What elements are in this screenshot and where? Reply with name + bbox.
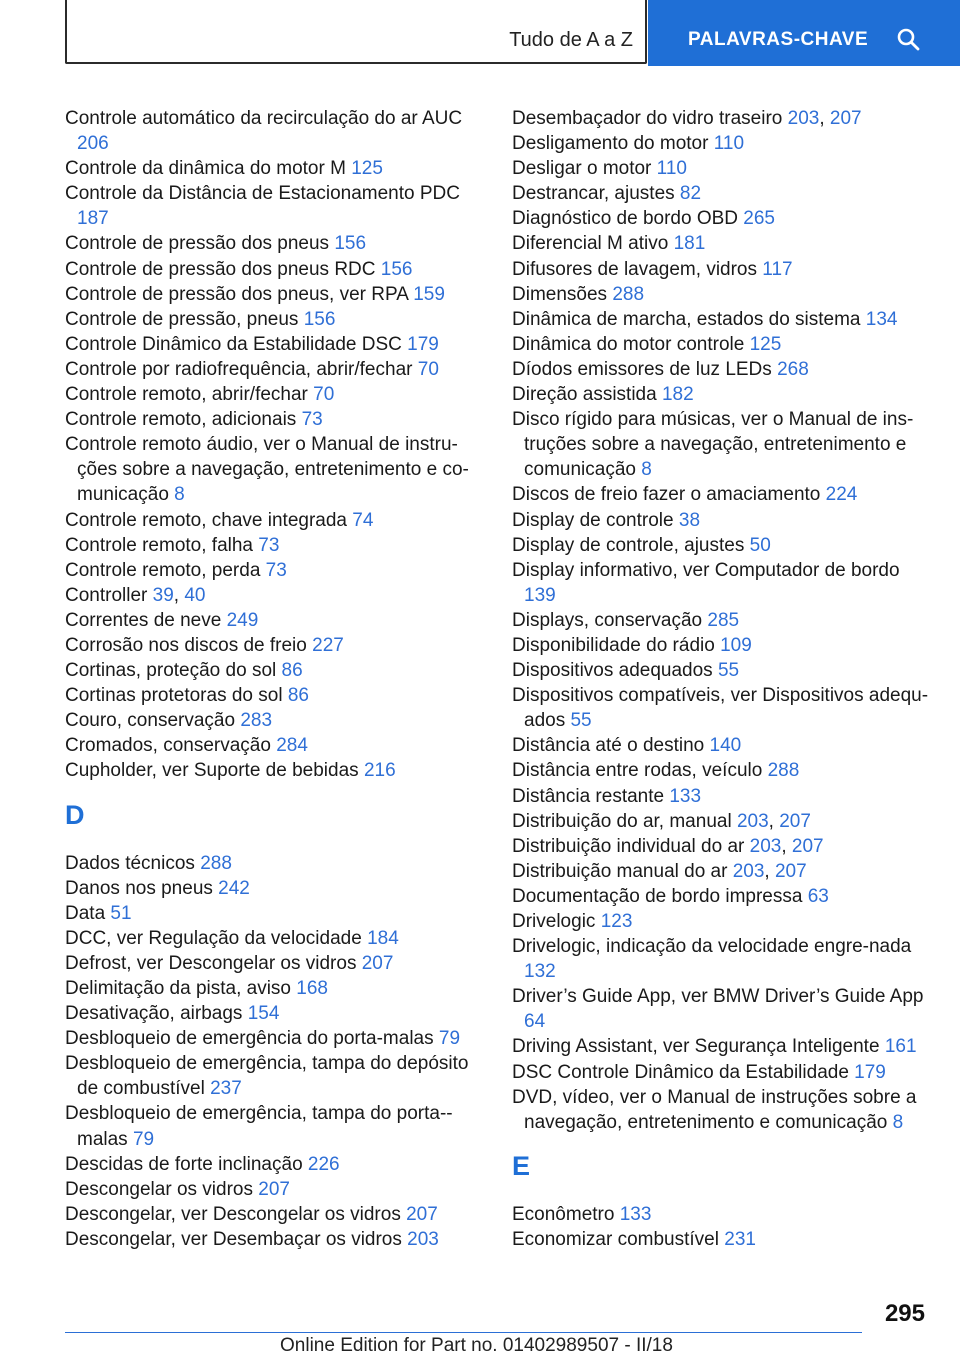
page-link[interactable]: 8 — [174, 484, 185, 506]
index-entry — [512, 984, 932, 1034]
index-entry — [65, 282, 480, 307]
edition-note: Online Edition for Part no. 01402989507 - II/18 — [280, 1335, 673, 1356]
index-entry-text: Controle remoto áudio, ver o Manual de instru-ções sobre a navegação, entretenimento e co-municação — [65, 434, 469, 506]
index-entry-text: Drivelogic, indicação da velocidade engre-nada — [512, 936, 912, 958]
index-entry-text: Desbloqueio de emergência, tampa do depósito de combustível — [65, 1053, 469, 1100]
page-link[interactable]: 227 — [312, 634, 344, 656]
index-entry — [512, 257, 932, 282]
index-entry-text: Díodos emissores de luz LEDs — [512, 358, 778, 380]
index-entry-text: Controle remoto, adicionais — [65, 409, 302, 431]
page-link[interactable]: 8 — [641, 459, 652, 481]
page-link[interactable]: 207 — [361, 952, 394, 974]
index-entry — [512, 1085, 932, 1135]
index-entry-text: Controle de pressão, pneus — [65, 308, 304, 330]
index-entry-text: Distância restante — [512, 785, 670, 807]
page-link[interactable]: 8 — [892, 1111, 904, 1133]
index-entry-text: Disponibilidade do rádio — [512, 634, 721, 656]
index-entry: Controller 39, 40 — [65, 584, 206, 606]
index-entry-text: Displays, conservação — [512, 609, 708, 631]
index-entry — [512, 407, 932, 482]
index-entry — [512, 357, 932, 382]
index-entry — [512, 884, 932, 909]
index-entry-text: Econômetro — [512, 1203, 620, 1225]
tab-a-to-z-label: Tudo de A a Z — [509, 29, 633, 51]
index-entry-text: Distribuição do ar, manual — [512, 810, 737, 832]
index-entry-text: Cupholder, ver Suporte de bebidas — [65, 760, 364, 782]
index-entry — [65, 357, 480, 382]
page-link[interactable]: 79 — [438, 1028, 461, 1050]
index-entry-text: Couro, conservação — [65, 710, 241, 732]
index-entry — [512, 608, 932, 633]
index-entry — [512, 633, 932, 658]
tab-keywords[interactable] — [648, 0, 960, 66]
page-link[interactable]: 73 — [301, 409, 323, 431]
index-entry — [512, 231, 932, 256]
index-entry — [65, 533, 480, 558]
page-link[interactable]: 207 — [774, 860, 807, 882]
index-entry — [65, 156, 480, 181]
page-link[interactable]: 288 — [612, 283, 645, 305]
index-entry-text: Controle remoto, chave integrada — [65, 509, 353, 531]
page-link[interactable]: 86 — [281, 660, 303, 682]
index-entry-text: Correntes de neve — [65, 609, 227, 631]
index-entry-text: Dispositivos compatíveis, ver Dispositivos adequ-ados — [512, 685, 929, 732]
page-link[interactable]: 132 — [524, 961, 556, 983]
page-link[interactable]: 268 — [777, 358, 809, 380]
tab-keywords-label: PALAVRAS-CHAVE — [688, 29, 869, 50]
index-entry-text: Descongelar, ver Descongelar os vidros — [65, 1203, 407, 1225]
page-link[interactable]: 284 — [276, 735, 308, 757]
page-link[interactable]: 70 — [417, 358, 439, 380]
page-link[interactable]: 161 — [884, 1036, 917, 1058]
index-entry: Distribuição individual do ar 203, 207 — [512, 835, 824, 857]
search-icon[interactable] — [896, 27, 920, 51]
index-entry — [512, 683, 932, 733]
index-entry — [512, 282, 932, 307]
index-entry-text: Dispositivos adequados — [512, 660, 718, 682]
page-link[interactable]: 50 — [749, 534, 771, 556]
page-link[interactable]: 154 — [247, 1003, 280, 1025]
index-entry — [512, 784, 932, 809]
page-link[interactable]: 283 — [240, 710, 273, 732]
index-entry-text: Descongelar, ver Desembaçar os vidros — [65, 1228, 408, 1250]
index-entry — [65, 1202, 480, 1227]
page-link[interactable]: 203 — [732, 860, 765, 882]
index-entry-text: Display de controle — [512, 509, 679, 531]
index-entry-text: Controle de pressão dos pneus — [65, 233, 335, 255]
index-entry — [65, 1177, 480, 1202]
index-entry-text: Defrost, ver Descongelar os vidros — [65, 952, 362, 974]
index-entry — [512, 934, 932, 984]
index-entry — [512, 533, 932, 558]
index-entry — [65, 658, 480, 683]
index-entry-text: Drivelogic — [512, 911, 601, 932]
index-entry-text: Desligar o motor — [512, 158, 657, 180]
page-link[interactable]: 179 — [854, 1061, 886, 1083]
index-column-right — [512, 106, 932, 1252]
index-entry-text: Direção assistida — [512, 384, 662, 406]
page-link[interactable]: 51 — [110, 902, 132, 924]
index-entry — [65, 508, 480, 533]
page-link[interactable]: 168 — [296, 978, 328, 999]
index-entry — [65, 608, 480, 633]
index-entry — [512, 382, 932, 407]
index-entry-text: Desligamento do motor — [512, 133, 714, 155]
index-entry — [65, 257, 480, 282]
page-link[interactable]: 184 — [367, 927, 399, 949]
page-link[interactable]: 117 — [762, 258, 793, 280]
index-entry-text: Distribuição manual do ar — [512, 860, 733, 882]
index-entry-text: Delimitação da pista, aviso — [65, 978, 297, 999]
page-link[interactable]: 73 — [258, 534, 280, 556]
index-entry — [65, 407, 480, 432]
page-link[interactable]: 38 — [678, 509, 701, 531]
page-link[interactable]: 133 — [669, 785, 702, 807]
index-entry — [512, 508, 932, 533]
index-entry — [512, 206, 932, 231]
index-entry-text: Cortinas protetoras do sol — [65, 685, 288, 707]
page-link[interactable]: 140 — [709, 735, 742, 757]
index-entry-text: Controle Dinâmico da Estabilidade DSC — [65, 333, 408, 355]
page-link[interactable]: 73 — [265, 559, 287, 581]
index-entry — [512, 758, 932, 783]
page-link[interactable]: 203 — [736, 810, 769, 832]
index-entry — [512, 1202, 932, 1227]
page-link[interactable]: 74 — [352, 509, 374, 531]
index-entry — [65, 758, 480, 783]
index-entry-text: Controle por radiofrequência, abrir/fechar — [65, 358, 418, 380]
index-entry — [65, 683, 480, 708]
page-link[interactable]: 159 — [413, 283, 445, 305]
page-link[interactable]: 181 — [673, 233, 706, 255]
page-link[interactable]: 134 — [865, 308, 898, 330]
index-entry — [65, 106, 480, 156]
page-link[interactable]: 109 — [720, 634, 752, 656]
index-entry — [512, 558, 932, 608]
index-entry — [65, 1026, 480, 1051]
index-entry-text: Distância até o destino — [512, 735, 710, 757]
index-entry — [65, 1101, 480, 1151]
index-entry — [65, 851, 480, 876]
page-link[interactable]: 242 — [218, 877, 250, 899]
index-entry — [65, 231, 480, 256]
index-entry-text: Display informativo, ver Computador de bordo — [512, 559, 900, 581]
index-entry — [65, 558, 480, 583]
index-entry — [512, 332, 932, 357]
index-entry-text: Disco rígido para músicas, ver o Manual de ins-truções sobre a navegação, entretenimento e comunicação — [512, 409, 914, 481]
page-link[interactable]: 79 — [132, 1128, 155, 1150]
index-entry-text: Dimensões — [512, 283, 613, 305]
index-entry — [512, 156, 932, 181]
index-entry-text: Documentação de bordo impressa — [512, 885, 808, 907]
index-entry-text: Controle de pressão dos pneus, ver RPA — [65, 283, 414, 305]
index-entry — [512, 131, 932, 156]
index-entry — [65, 1051, 480, 1101]
index-entry-text: Diferencial M ativo — [512, 233, 674, 255]
index-entry — [65, 1001, 480, 1026]
page-link[interactable]: 187 — [77, 208, 109, 230]
page-link[interactable]: 125 — [351, 158, 383, 180]
page-link[interactable]: 288 — [200, 852, 232, 874]
index-column-left — [65, 106, 480, 1252]
index-entry-text: Controle remoto, perda — [65, 559, 266, 581]
index-entry — [65, 382, 480, 407]
index-entry-text: Driver’s Guide App, ver BMW Driver’s Guide App — [512, 986, 924, 1008]
page-link[interactable]: 203 — [749, 835, 782, 857]
top-bar — [0, 0, 960, 66]
index-entry-text: DVD, vídeo, ver o Manual de instruções sobre a navegação, entretenimento e comunicação — [512, 1086, 917, 1133]
index-entry-text: Controle da Distância de Estacionamento PDC — [65, 183, 460, 205]
index-entry-text: Controller — [65, 584, 153, 606]
page-link[interactable]: 216 — [363, 760, 396, 782]
page-link[interactable]: 237 — [210, 1078, 242, 1100]
index-entry-text: Desbloqueio de emergência, tampa do porta--malas — [65, 1103, 453, 1150]
index-entry — [65, 976, 480, 1001]
page-link[interactable]: 207 — [791, 835, 824, 857]
index-entry-text: Controle da dinâmica do motor M — [65, 158, 352, 180]
index-entry-text: Dinâmica de marcha, estados do sistema — [512, 308, 866, 330]
index-entry — [512, 482, 932, 507]
page-link[interactable]: 207 — [829, 108, 862, 129]
page-link[interactable]: 86 — [287, 685, 309, 707]
index-entry-text: Controle remoto, falha — [65, 534, 259, 556]
page-link[interactable]: 70 — [313, 384, 335, 406]
page-link[interactable]: 125 — [749, 333, 782, 355]
page-link[interactable]: 207 — [258, 1178, 290, 1200]
page-link[interactable]: 110 — [656, 158, 687, 180]
index-entry-text: Cromados, conservação — [65, 735, 277, 757]
index-entry — [65, 181, 480, 231]
index-entry-text: Dados técnicos — [65, 852, 201, 874]
index-entry — [512, 909, 932, 934]
index-entry-text: Distância entre rodas, veículo — [512, 760, 768, 782]
page-link[interactable]: 139 — [524, 584, 556, 606]
page-number: 295 — [884, 1300, 925, 1327]
index-entry-text: Dinâmica do motor controle — [512, 333, 750, 355]
page-link[interactable]: 156 — [334, 233, 367, 255]
index-entry — [65, 332, 480, 357]
index-entry: Distribuição manual do ar 203, 207 — [512, 860, 807, 882]
index-entry — [65, 951, 480, 976]
page-link[interactable]: 265 — [743, 208, 775, 230]
index-entry — [65, 876, 480, 901]
page-link[interactable]: 182 — [661, 384, 694, 406]
index-entry-text: Corrosão nos discos de freio — [65, 634, 313, 656]
index-entry — [512, 307, 932, 332]
index-entry — [65, 633, 480, 658]
index-entry-text: Desativação, airbags — [65, 1003, 248, 1025]
page-link[interactable]: 123 — [600, 911, 633, 932]
section-heading-d: D — [65, 799, 85, 830]
tab-a-to-z[interactable] — [65, 0, 647, 64]
index-entry-text: Desbloqueio de emergência do porta-malas — [65, 1028, 439, 1050]
index-entry-text: Economizar combustível — [512, 1228, 725, 1250]
index-entry-text: Controle remoto, abrir/fechar — [65, 384, 314, 406]
page-link[interactable]: 203 — [787, 108, 820, 129]
section-heading-e: E — [512, 1150, 531, 1181]
index-entry-text: DCC, ver Regulação da velocidade — [65, 927, 368, 949]
page-link[interactable]: 156 — [380, 258, 413, 280]
index-entry-text: Diagnóstico de bordo OBD — [512, 208, 744, 230]
index-entry — [65, 1152, 480, 1177]
index-entry-text: Descongelar os vidros — [65, 1178, 259, 1200]
index-entry-text: Descidas de forte inclinação — [65, 1153, 308, 1175]
index-entry-text: Data — [65, 902, 111, 924]
index-entry: Distribuição do ar, manual 203, 207 — [512, 810, 811, 832]
index-entry-text: Difusores de lavagem, vidros — [512, 258, 763, 280]
index-entry-text: Driving Assistant, ver Segurança Inteligente — [512, 1036, 885, 1058]
index-entry-text: Display de controle, ajustes — [512, 534, 750, 556]
index-entry — [512, 1227, 932, 1252]
page-link[interactable]: 82 — [679, 183, 702, 205]
index-entry — [512, 1060, 932, 1085]
page-link[interactable]: 206 — [77, 133, 109, 155]
page-link[interactable]: 64 — [524, 1011, 546, 1033]
page-link[interactable]: 203 — [407, 1228, 439, 1250]
index-entry: Desembaçador do vidro traseiro 203, 207 — [512, 108, 862, 129]
index-entry — [65, 708, 480, 733]
index-entry-text: Discos de freio fazer o amaciamento — [512, 484, 826, 506]
index-entry-text: Destrancar, ajustes — [512, 183, 680, 205]
index-entry — [512, 733, 932, 758]
index-entry-text: Controle de pressão dos pneus RDC — [65, 258, 381, 280]
index-entry — [65, 901, 480, 926]
page-link[interactable]: 179 — [407, 333, 439, 355]
index-entry — [65, 926, 480, 951]
page-link[interactable]: 288 — [767, 760, 800, 782]
index-entry-text: DSC Controle Dinâmico da Estabilidade — [512, 1061, 855, 1083]
page-link[interactable]: 110 — [713, 133, 745, 155]
page-link[interactable]: 231 — [724, 1228, 756, 1250]
index-entry — [512, 181, 932, 206]
footer-divider — [65, 1332, 862, 1333]
page-link[interactable]: 63 — [807, 885, 829, 907]
page-link[interactable]: 249 — [226, 609, 259, 631]
page-link[interactable]: 224 — [825, 484, 858, 506]
page-link[interactable]: 39 — [152, 584, 174, 606]
index-entry — [512, 1034, 932, 1059]
page-link[interactable]: 207 — [406, 1203, 438, 1225]
page-link[interactable]: 226 — [307, 1153, 340, 1175]
index-entry — [65, 432, 480, 507]
page-link[interactable]: 55 — [570, 710, 592, 732]
page-link[interactable]: 207 — [779, 810, 811, 832]
index-entry-text: Controle automático da recirculação do ar AUC — [65, 108, 463, 129]
index-entry-text: Cortinas, proteção do sol — [65, 660, 282, 682]
page-link[interactable]: 156 — [303, 308, 336, 330]
index-entry — [512, 658, 932, 683]
index-entry — [65, 1227, 480, 1252]
index-entry — [65, 733, 480, 758]
index-entry-text: Desembaçador do vidro traseiro — [512, 108, 788, 129]
index-entry-text: Distribuição individual do ar — [512, 835, 750, 857]
page-link[interactable]: 133 — [619, 1203, 652, 1225]
page-link[interactable]: 40 — [184, 584, 206, 606]
index-entry-text: Danos nos pneus — [65, 877, 219, 899]
index-entry — [65, 307, 480, 332]
page-link[interactable]: 55 — [717, 660, 740, 682]
page-link[interactable]: 285 — [707, 609, 740, 631]
